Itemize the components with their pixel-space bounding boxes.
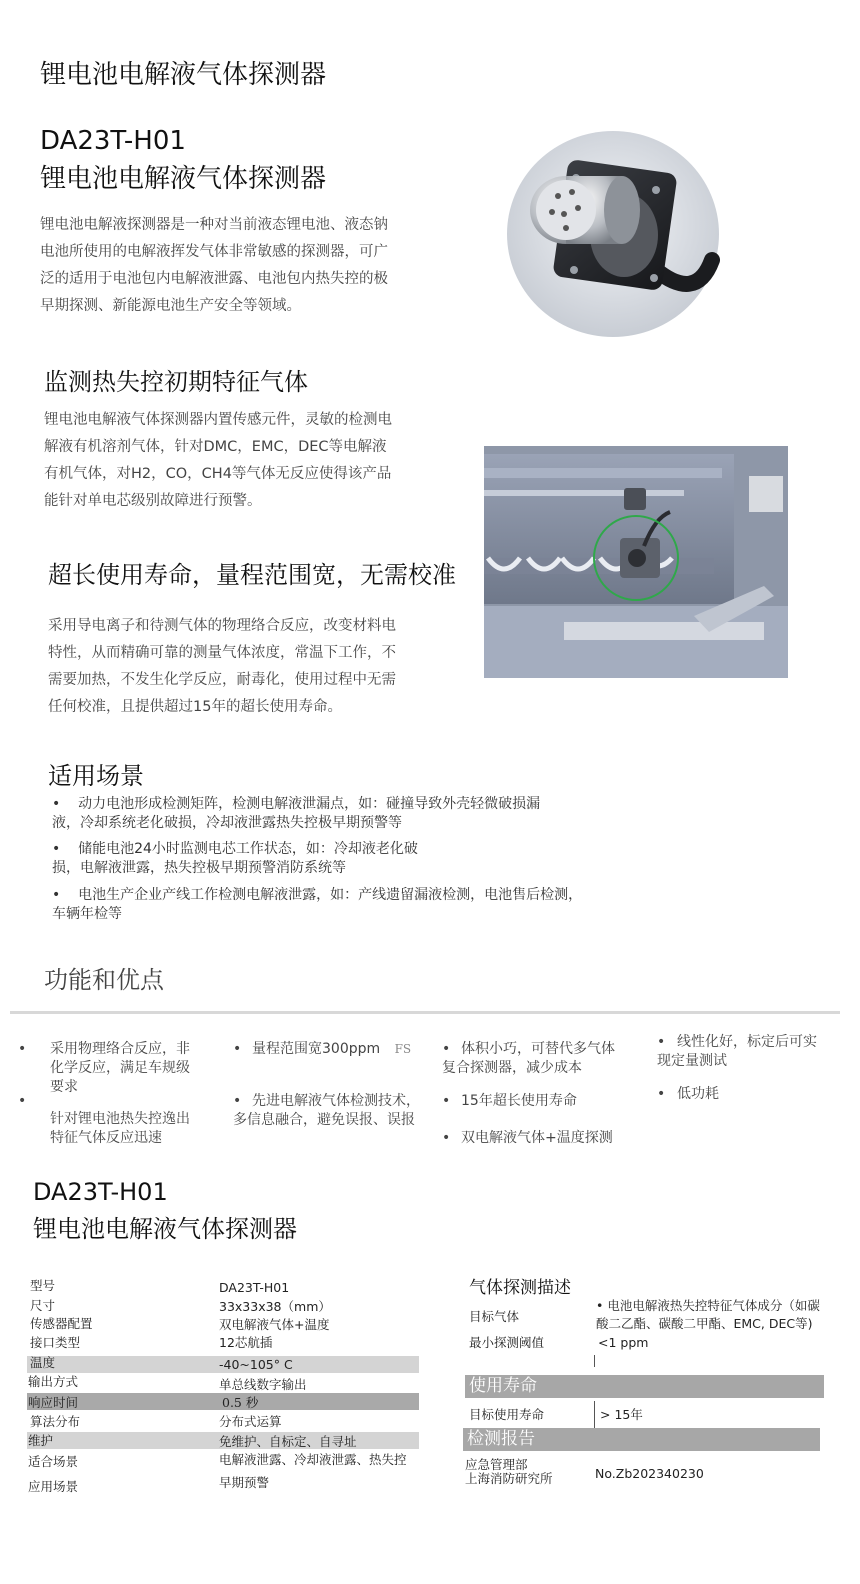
spec-key: 型号 — [30, 1278, 56, 1293]
target-gas-line: 酸二乙酯、碳酸二甲酯、EMC, DEC等) — [596, 1316, 813, 1331]
life-section-body — [48, 613, 448, 721]
spec-value: 单总线数字输出 — [219, 1377, 307, 1392]
hero-description-line: 锂电池电解液探测器是一种对当前液态锂电池、液态钠 — [40, 217, 388, 233]
feature-line: 针对锂电池热失控逸出 — [50, 1111, 190, 1127]
feature-item — [657, 1033, 847, 1071]
report-org-line: 上海消防研究所 — [465, 1471, 553, 1486]
monitor-section-body — [44, 407, 444, 515]
battery-pack-image — [484, 446, 788, 678]
report-org — [465, 1458, 553, 1486]
spec-value: 12芯航插 — [219, 1335, 273, 1350]
bullet: • — [442, 1041, 451, 1057]
hero-description-line: 电池所使用的电解液挥发气体非常敏感的探测器，可广 — [40, 244, 388, 260]
life-line: 采用导电离子和待测气体的物理络合反应，改变材料电 — [48, 618, 396, 634]
bullet: • — [52, 841, 61, 857]
feature-item — [50, 1040, 220, 1097]
bullet: • — [657, 1034, 666, 1050]
spec-product-name: 锂电池电解液气体探测器 — [33, 1215, 297, 1243]
hero-description-line: 早期探测、新能源电池生产安全等领域。 — [40, 298, 301, 314]
scene-item — [52, 795, 612, 833]
bullet: • — [233, 1093, 242, 1109]
feature-line: 采用物理络合反应，非 — [50, 1041, 190, 1057]
feature-line: 线性化好，标定后可实 — [677, 1034, 817, 1050]
scenes-section-title: 适用场景 — [48, 762, 144, 790]
feature-line: 要求 — [50, 1079, 78, 1095]
scene-line: 电池生产企业产线工作检测电解液泄露，如：产线遗留漏液检测，电池售后检测， — [78, 887, 583, 903]
spec-key: 接口类型 — [30, 1335, 81, 1350]
spec-key: 维护 — [28, 1433, 54, 1448]
report-org-line: 应急管理部 — [465, 1457, 528, 1472]
target-life-label: 目标使用寿命 — [469, 1407, 545, 1422]
scene-line: 液，冷却系统老化破损，冷却液泄露热失控极早期预警等 — [52, 815, 402, 831]
spec-value: 33x33x38（mm） — [219, 1299, 331, 1314]
feature-line: 复合探测器，减少成本 — [442, 1060, 582, 1076]
feature-line: 低功耗 — [677, 1086, 719, 1102]
spec-value: 0.5 秒 — [222, 1395, 259, 1410]
features-section-title: 功能和优点 — [44, 966, 164, 994]
monitor-line: 有机气体，对H2，CO，CH4等气体无反应使得该产品 — [44, 466, 392, 482]
spec-value: 电解液泄露、冷却液泄露、热失控 — [219, 1452, 407, 1467]
spec-value: 分布式运算 — [219, 1414, 282, 1429]
cursor-mark — [594, 1355, 595, 1367]
spec-value: 早期预警 — [219, 1475, 270, 1490]
spec-value: 免维护、自标定、自寻址 — [219, 1434, 357, 1449]
target-gas-value — [596, 1297, 836, 1333]
life-line: 需要加热，不发生化学反应，耐毒化，使用过程中无需 — [48, 672, 396, 688]
scene-line: 动力电池形成检测矩阵，检测电解液泄漏点，如：碰撞导致外壳轻微破损漏 — [78, 796, 541, 812]
hero-product-name: 锂电池电解液气体探测器 — [40, 164, 327, 194]
target-gas-label: 目标气体 — [469, 1309, 520, 1324]
min-threshold-value: <1 ppm — [598, 1335, 649, 1350]
bullet: • — [18, 1093, 27, 1109]
feature-item — [233, 1092, 433, 1130]
feature-line: 体积小巧，可替代多气体 — [461, 1041, 615, 1057]
feature-line: 先进电解液气体检测技术， — [252, 1093, 420, 1109]
bullet: • — [52, 796, 61, 812]
scene-item — [52, 840, 612, 878]
scene-line: 车辆年检等 — [52, 906, 122, 922]
bullet: • — [233, 1041, 242, 1057]
scene-line: 储能电池24小时监测电芯工作状态，如：冷却液老化破 — [78, 841, 418, 857]
feature-item — [442, 1040, 642, 1078]
hero-description — [40, 212, 440, 320]
spec-value: DA23T-H01 — [219, 1280, 290, 1295]
target-gas-line: • 电池电解液热失控特征气体成分（如碳 — [596, 1298, 820, 1313]
target-life-value: > 15年 — [600, 1407, 643, 1422]
feature-item — [50, 1110, 220, 1148]
monitor-section-title: 监测热失控初期特征气体 — [44, 368, 308, 396]
spec-key: 尺寸 — [30, 1298, 56, 1313]
life-section-title: 超长使用寿命，量程范围宽，无需校准 — [48, 561, 456, 589]
spec-key: 输出方式 — [28, 1374, 79, 1389]
divider — [10, 1011, 840, 1014]
feature-line: 多信息融合，避免误报、误报 — [233, 1112, 415, 1128]
report-header: 检测报告 — [463, 1428, 820, 1451]
feature-line: 特征气体反应迅速 — [50, 1130, 162, 1146]
hero-model: DA23T-H01 — [40, 126, 186, 156]
feature-line: 15年超长使用寿命 — [461, 1093, 577, 1109]
feature-line: 化学反应，满足车规级 — [50, 1060, 190, 1076]
monitor-line: 锂电池电解液气体探测器内置传感元件，灵敏的检测电 — [44, 412, 392, 428]
life-line: 特性，从而精确可靠的测量气体浓度，常温下工作，不 — [48, 645, 396, 661]
scene-item — [52, 886, 612, 924]
spec-key: 应用场景 — [28, 1479, 79, 1494]
feature-line: 双电解液气体+温度探测 — [461, 1130, 613, 1146]
gas-desc-title: 气体探测描述 — [469, 1278, 571, 1298]
cell-divider — [594, 1401, 595, 1431]
spec-value: -40~105° C — [219, 1357, 293, 1372]
min-threshold-label: 最小探测阈值 — [469, 1335, 545, 1350]
bullet: • — [657, 1086, 666, 1102]
feature-item — [252, 1040, 411, 1059]
spec-key: 适合场景 — [28, 1454, 79, 1469]
page-title: 锂电池电解液气体探测器 — [40, 60, 327, 90]
spec-key: 响应时间 — [28, 1395, 79, 1410]
bullet: • — [442, 1093, 451, 1109]
monitor-line: 能针对单电芯级别故障进行预警。 — [44, 493, 262, 509]
feature-line: 现定量测试 — [657, 1053, 727, 1069]
monitor-line: 解液有机溶剂气体，针对DMC，EMC，DEC等电解液 — [44, 439, 387, 455]
bullet: • — [442, 1130, 451, 1146]
spec-key: 温度 — [30, 1355, 56, 1370]
life-line: 任何校准，且提供超过15年的超长使用寿命。 — [48, 699, 342, 715]
hero-description-line: 泛的适用于电池包内电解液泄露、电池包内热失控的极 — [40, 271, 388, 287]
scene-line: 损，电解液泄露，热失控极早期预警消防系统等 — [52, 860, 346, 876]
spec-key: 传感器配置 — [30, 1316, 93, 1331]
feature-unit: FS — [394, 1042, 412, 1056]
feature-line: 量程范围宽300ppm — [252, 1041, 381, 1057]
spec-key: 算法分布 — [30, 1414, 81, 1429]
report-number: No.Zb202340230 — [595, 1466, 704, 1481]
spec-value: 双电解液气体+温度 — [219, 1317, 330, 1332]
life-header: 使用寿命 — [465, 1375, 824, 1398]
spec-model: DA23T-H01 — [33, 1178, 168, 1206]
sensor-product-image — [506, 130, 720, 338]
bullet: • — [52, 887, 61, 903]
bullet: • — [18, 1041, 27, 1057]
